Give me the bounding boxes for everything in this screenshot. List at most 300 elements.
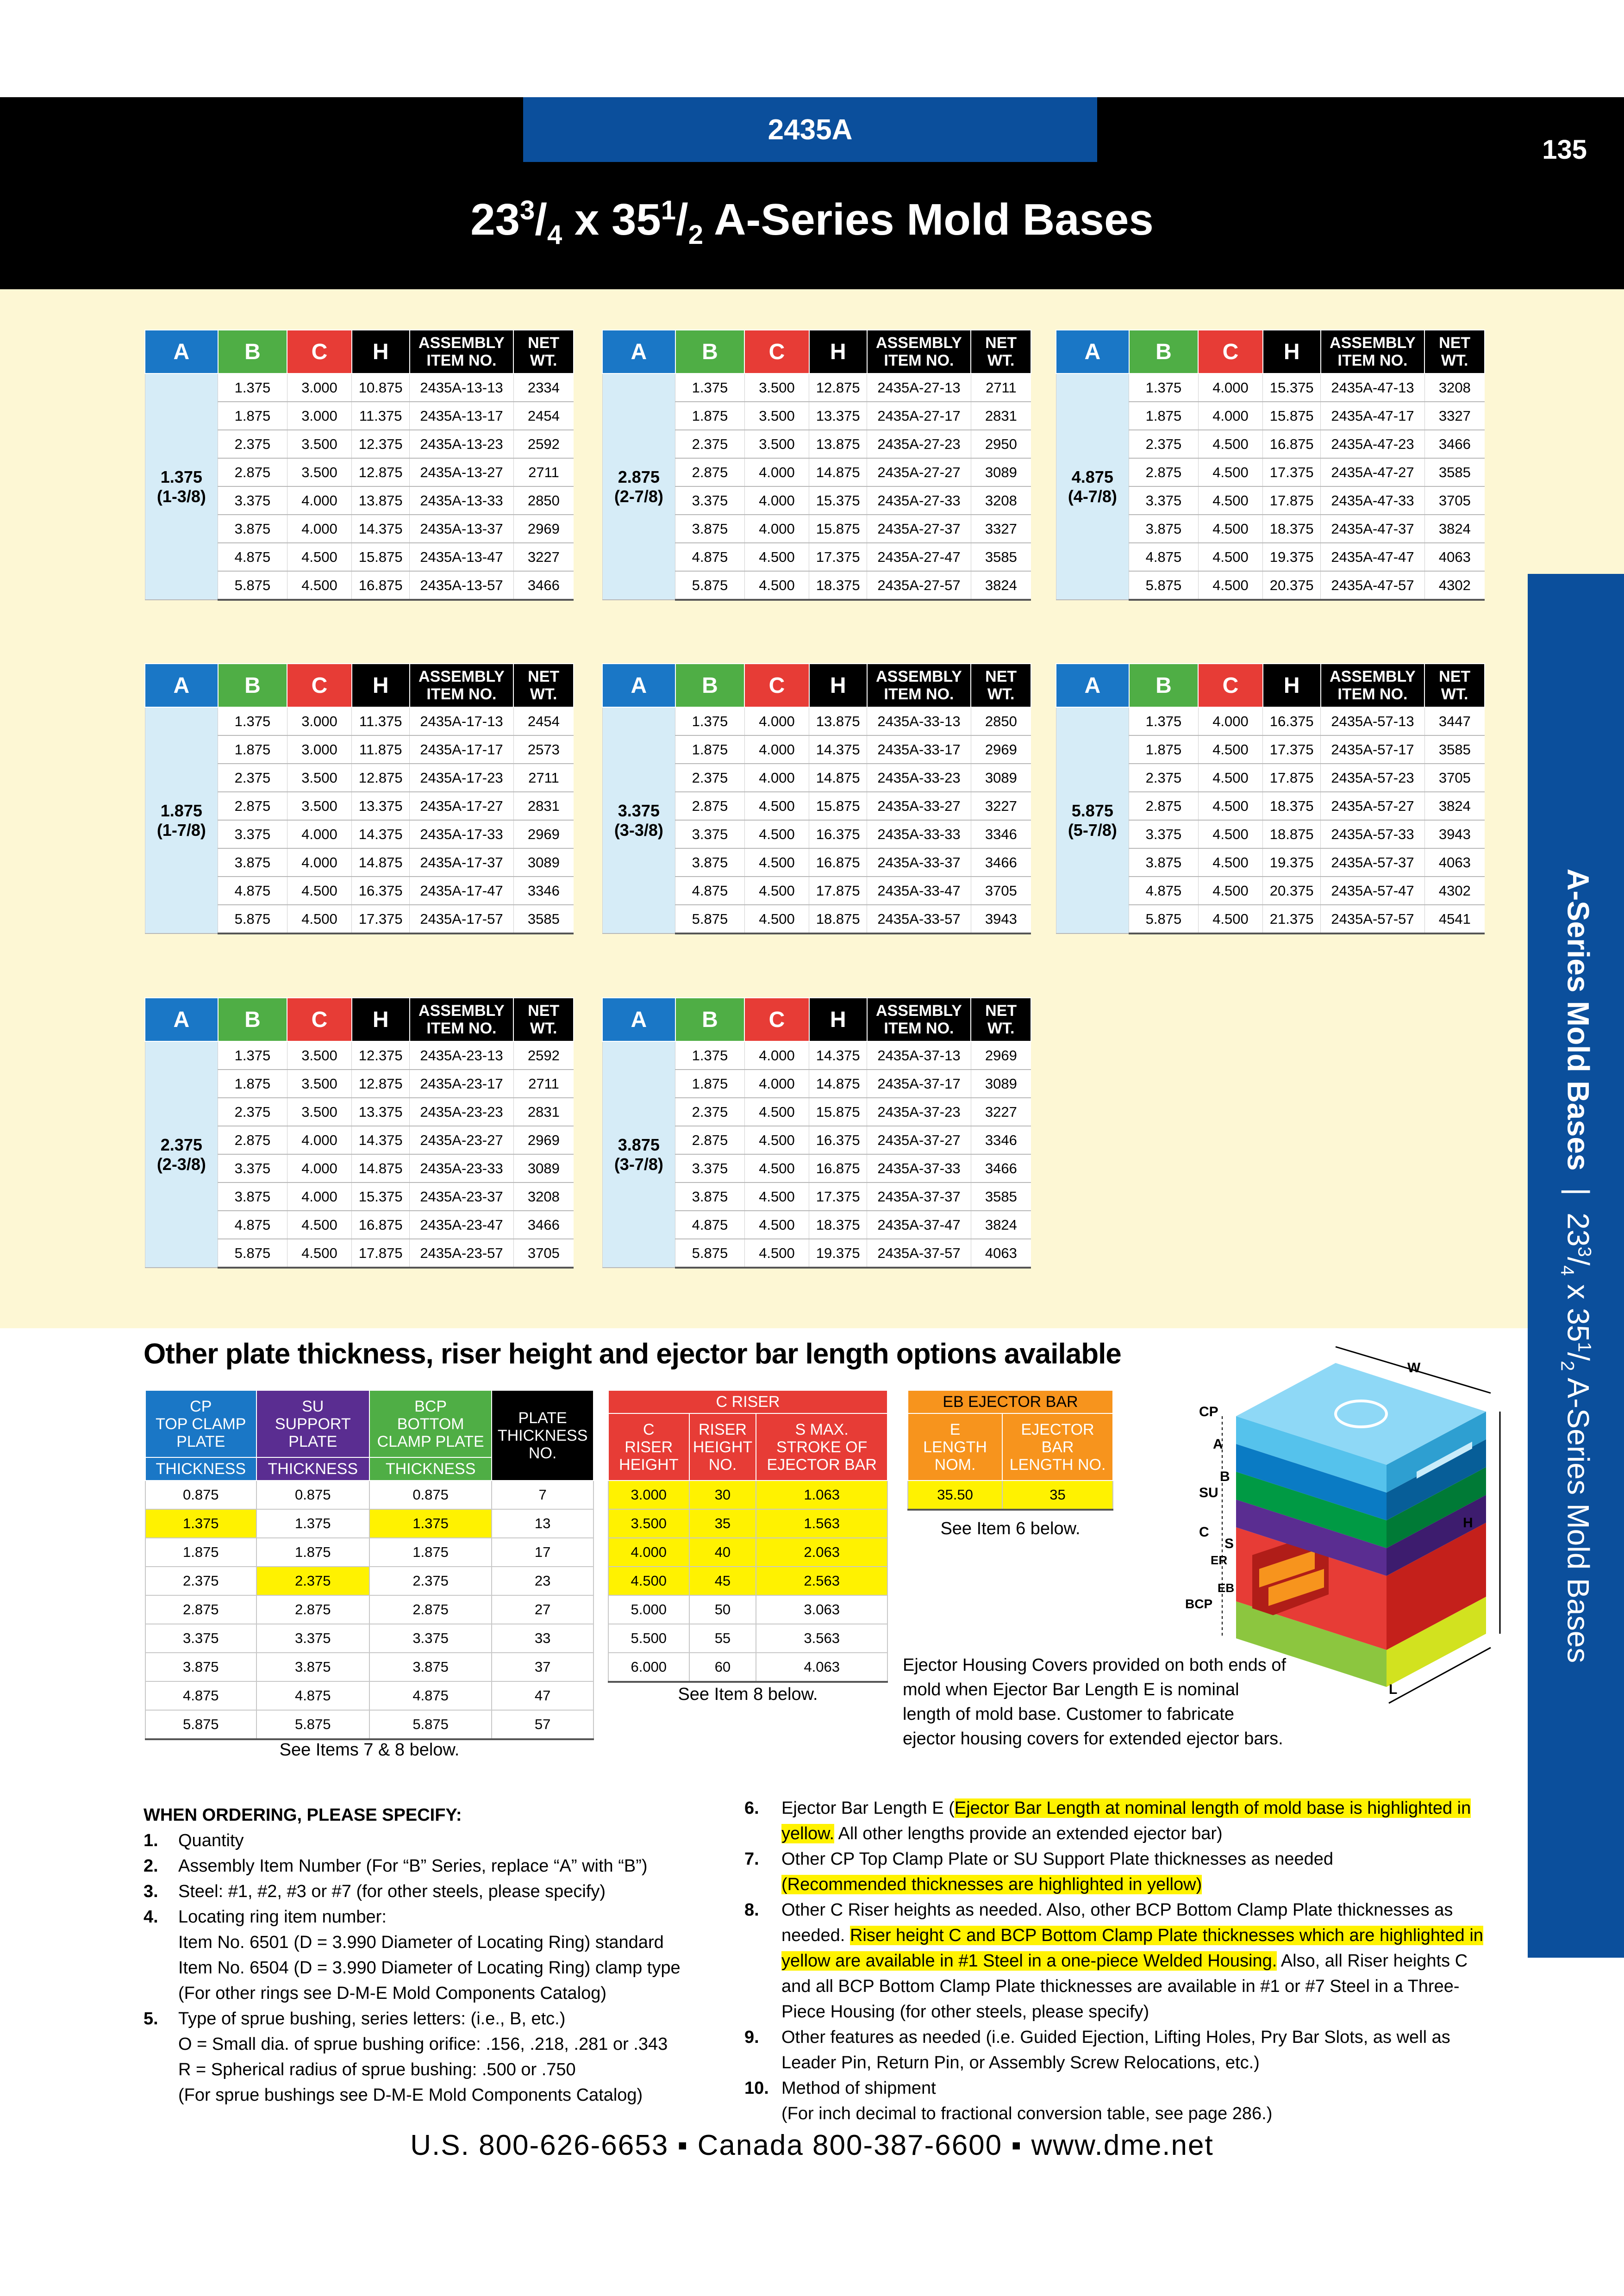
table-cell: 12.875 xyxy=(352,1070,410,1098)
a-plate-value: 4.875 (4-7/8) xyxy=(1056,373,1129,600)
ejector-note: See Item 6 below. xyxy=(940,1519,1081,1538)
a-plate-value: 5.875 (5-7/8) xyxy=(1056,707,1129,933)
table-row xyxy=(608,1567,887,1595)
table-row xyxy=(145,1681,593,1710)
table-cell: 2435A-13-27 xyxy=(410,458,514,486)
table-cell: 3.500 xyxy=(287,458,352,486)
table-cell: 2435A-17-57 xyxy=(410,905,514,933)
table-cell: 2831 xyxy=(513,1098,574,1126)
table-cell: 3.000 xyxy=(287,402,352,430)
weight-header: NET WT. xyxy=(971,998,1031,1041)
table-cell: 2592 xyxy=(513,430,574,458)
table-cell: 3.375 xyxy=(145,1624,256,1653)
table-cell: 3.375 xyxy=(256,1624,369,1653)
table-cell: 4.000 xyxy=(1198,402,1263,430)
a-plate-value: 1.875 (1-7/8) xyxy=(145,707,218,933)
table-cell: 3.375 xyxy=(218,820,287,848)
table-cell: 4.500 xyxy=(287,877,352,905)
table-cell: 2435A-17-33 xyxy=(410,820,514,848)
table-cell: 16.875 xyxy=(352,571,410,600)
table-cell: 57 xyxy=(492,1710,593,1739)
table-cell: 3089 xyxy=(513,1154,574,1182)
table-cell: 50 xyxy=(689,1595,756,1624)
table-cell: 2.375 xyxy=(675,1098,745,1126)
ordering-item: 1. Quantity xyxy=(144,1831,244,1850)
table-cell: 2435A-57-47 xyxy=(1321,877,1425,905)
ordering-title: WHEN ORDERING, PLEASE SPECIFY: xyxy=(144,1805,462,1825)
table-cell: 4.500 xyxy=(744,1154,809,1182)
column-header-b: B xyxy=(218,330,287,373)
column-header-c: C xyxy=(287,664,352,707)
table-cell: 4.500 xyxy=(744,877,809,905)
table-cell: 1.875 xyxy=(218,402,287,430)
a-plate-value: 1.375 (1-3/8) xyxy=(145,373,218,600)
table-cell: 2.875 xyxy=(218,458,287,486)
a-plate-value: 3.875 (3-7/8) xyxy=(602,1041,675,1268)
table-cell: 4.500 xyxy=(1198,848,1263,877)
table-cell: 3.500 xyxy=(287,430,352,458)
ordering-item: 5. Type of sprue bushing, series letters: (i.e., B, etc.) O = Small dia. of sprue bushing orifice: .156, .218, .281 or .343 R = Spherical radius of sprue bushing: .500 or .750 (For sprue bushings see D-M-E Mold Components Catalog) xyxy=(144,2009,668,2105)
table-cell: 17.375 xyxy=(352,905,410,933)
table-cell: 3.063 xyxy=(756,1595,887,1624)
column-header-h: H xyxy=(352,330,410,373)
mold-base-table xyxy=(1056,663,1485,934)
table-cell: 3.875 xyxy=(675,515,745,543)
table-cell: 2435A-23-23 xyxy=(410,1098,514,1126)
table-cell: 2435A-33-47 xyxy=(867,877,971,905)
table-cell: 2435A-47-57 xyxy=(1321,571,1425,600)
table-cell: 4.500 xyxy=(1198,515,1263,543)
table-cell: 40 xyxy=(689,1538,756,1567)
table-cell: 16.875 xyxy=(1263,430,1321,458)
table-cell: 2831 xyxy=(513,792,574,820)
table-cell: 4.875 xyxy=(675,1211,745,1239)
dim-a-label: A xyxy=(1213,1437,1223,1452)
table-cell: 2.375 xyxy=(218,430,287,458)
su-header: SU SUPPORT PLATE xyxy=(256,1390,369,1457)
table-cell: 3824 xyxy=(1424,515,1485,543)
table-cell: 13.875 xyxy=(809,430,867,458)
table-cell: 4.000 xyxy=(1198,373,1263,402)
table-row xyxy=(1056,373,1485,402)
table-cell: 4.000 xyxy=(287,820,352,848)
mold-base-table xyxy=(602,663,1031,934)
table-cell: 3.000 xyxy=(287,707,352,735)
table-cell: 4063 xyxy=(1424,848,1485,877)
table-cell: 4.000 xyxy=(287,486,352,515)
table-cell: 2969 xyxy=(971,1041,1031,1070)
dim-su-label: SU xyxy=(1199,1485,1218,1500)
column-header-a: A xyxy=(602,330,675,373)
table-cell: 3943 xyxy=(971,905,1031,933)
table-cell: 2435A-47-17 xyxy=(1321,402,1425,430)
ordering-items-right xyxy=(744,1796,1494,2127)
table-cell: 17.375 xyxy=(809,1182,867,1211)
table-cell: 18.875 xyxy=(1263,820,1321,848)
table-cell: 3.500 xyxy=(287,764,352,792)
table-cell: 14.875 xyxy=(809,764,867,792)
table-cell: 12.875 xyxy=(809,373,867,402)
table-cell: 4.000 xyxy=(287,1126,352,1154)
table-cell: 2435A-33-27 xyxy=(867,792,971,820)
table-cell: 2711 xyxy=(513,458,574,486)
table-cell: 35 xyxy=(689,1509,756,1538)
table-cell: 13.375 xyxy=(352,1098,410,1126)
table-cell: 2435A-23-13 xyxy=(410,1041,514,1070)
table-cell: 2334 xyxy=(513,373,574,402)
table-cell: 18.875 xyxy=(809,905,867,933)
item-header: ASSEMBLY ITEM NO. xyxy=(410,998,514,1041)
table-cell: 4.000 xyxy=(744,458,809,486)
table-cell: 2435A-27-23 xyxy=(867,430,971,458)
table-cell: 14.375 xyxy=(352,820,410,848)
table-cell: 4.500 xyxy=(1198,458,1263,486)
ordering-item: 3. Steel: #1, #2, #3 or #7 (for other steels, please specify) xyxy=(144,1882,606,1901)
riser-no-header: RISER HEIGHT NO. xyxy=(689,1413,756,1481)
table-cell: 3089 xyxy=(971,1070,1031,1098)
table-cell: 14.375 xyxy=(809,1041,867,1070)
dim-er-label: ER xyxy=(1211,1553,1228,1567)
table-cell: 4.000 xyxy=(287,1182,352,1211)
item-header: ASSEMBLY ITEM NO. xyxy=(1321,664,1425,707)
ejector-length-header: E LENGTH NOM. xyxy=(908,1413,1002,1481)
table-cell: 3327 xyxy=(971,515,1031,543)
table-cell: 4.063 xyxy=(756,1653,887,1682)
table-cell: 3.500 xyxy=(287,1041,352,1070)
table-cell: 3.375 xyxy=(675,486,745,515)
table-cell: 3.375 xyxy=(675,820,745,848)
mold-base-table xyxy=(602,997,1031,1269)
table-cell: 2.875 xyxy=(145,1595,256,1624)
table-cell: 13.375 xyxy=(809,402,867,430)
table-cell: 1.063 xyxy=(756,1481,887,1509)
table-cell: 2435A-57-37 xyxy=(1321,848,1425,877)
table-cell: 14.875 xyxy=(352,1154,410,1182)
table-cell: 5.000 xyxy=(608,1595,689,1624)
table-cell: 3585 xyxy=(1424,458,1485,486)
table-cell: 2435A-37-37 xyxy=(867,1182,971,1211)
column-header-h: H xyxy=(809,664,867,707)
table-row xyxy=(602,373,1031,402)
dim-cp-label: CP xyxy=(1199,1404,1218,1419)
column-header-b: B xyxy=(218,664,287,707)
cp-header: CP TOP CLAMP PLATE xyxy=(145,1390,256,1457)
table-cell: 3.375 xyxy=(218,1154,287,1182)
table-cell: 4.875 xyxy=(369,1681,492,1710)
table-cell: 15.875 xyxy=(1263,402,1321,430)
table-cell: 18.375 xyxy=(1263,792,1321,820)
table-cell: 2.375 xyxy=(675,430,745,458)
table-cell: 2435A-27-27 xyxy=(867,458,971,486)
table-cell: 4.000 xyxy=(744,486,809,515)
table-cell: 4.500 xyxy=(287,543,352,571)
table-cell: 4.500 xyxy=(1198,571,1263,600)
weight-header: NET WT. xyxy=(513,998,574,1041)
table-cell: 1.563 xyxy=(756,1509,887,1538)
table-cell: 1.875 xyxy=(145,1538,256,1567)
table-cell: 3208 xyxy=(513,1182,574,1211)
table-cell: 5.875 xyxy=(675,1239,745,1268)
table-cell: 2.375 xyxy=(369,1567,492,1595)
column-header-b: B xyxy=(1129,330,1199,373)
table-cell: 2711 xyxy=(513,1070,574,1098)
riser-height-header: C RISER HEIGHT xyxy=(608,1413,689,1481)
table-cell: 4.000 xyxy=(744,1070,809,1098)
riser-table xyxy=(608,1390,888,1683)
table-cell: 19.375 xyxy=(1263,848,1321,877)
contact-footer: U.S. 800-626-6653 ▪ Canada 800-387-6600 ▪ www.dme.net xyxy=(410,2129,1214,2161)
table-cell: 4.500 xyxy=(744,571,809,600)
table-cell: 2.063 xyxy=(756,1538,887,1567)
table-cell: 4.875 xyxy=(145,1681,256,1710)
page-number: 135 xyxy=(1542,135,1587,165)
table-cell: 2435A-23-57 xyxy=(410,1239,514,1268)
table-cell: 3.375 xyxy=(675,1154,745,1182)
dim-s-label: S xyxy=(1224,1536,1234,1551)
table-cell: 3327 xyxy=(1424,402,1485,430)
table-cell: 4.500 xyxy=(744,1182,809,1211)
table-cell: 2435A-17-37 xyxy=(410,848,514,877)
table-cell: 20.375 xyxy=(1263,877,1321,905)
table-cell: 6.000 xyxy=(608,1653,689,1682)
column-header-h: H xyxy=(1263,664,1321,707)
table-cell: 2435A-37-13 xyxy=(867,1041,971,1070)
table-cell: 16.875 xyxy=(809,1154,867,1182)
options-heading: Other plate thickness, riser height and ejector bar length options available xyxy=(144,1338,1121,1370)
table-cell: 2.875 xyxy=(675,1126,745,1154)
table-cell: 4.875 xyxy=(1129,543,1199,571)
table-cell: 4.500 xyxy=(608,1567,689,1595)
table-cell: 3.375 xyxy=(369,1624,492,1653)
table-cell: 2.563 xyxy=(756,1567,887,1595)
table-cell: 15.375 xyxy=(809,486,867,515)
table-row xyxy=(145,1567,593,1595)
table-cell: 4.875 xyxy=(218,543,287,571)
table-cell: 4.500 xyxy=(1198,905,1263,933)
page-title: $23^3/_4$ x $35^1/_2$ A-Series Mold Bases xyxy=(470,195,1154,250)
table-cell: 2435A-13-57 xyxy=(410,571,514,600)
dim-w-label: W xyxy=(1407,1360,1421,1375)
table-cell: 13.375 xyxy=(352,792,410,820)
plate-note: See Items 7 & 8 below. xyxy=(279,1740,460,1760)
table-cell: 11.875 xyxy=(352,735,410,764)
table-cell: 12.375 xyxy=(352,1041,410,1070)
table-cell: 3.875 xyxy=(1129,848,1199,877)
table-cell: 2454 xyxy=(513,707,574,735)
table-cell: 16.875 xyxy=(352,1211,410,1239)
table-cell: 2969 xyxy=(513,820,574,848)
table-cell: 4.500 xyxy=(287,571,352,600)
ejector-no-header: EJECTOR BAR LENGTH NO. xyxy=(1002,1413,1113,1481)
table-cell: 2435A-47-37 xyxy=(1321,515,1425,543)
table-cell: 23 xyxy=(492,1567,593,1595)
table-cell: 3585 xyxy=(971,543,1031,571)
table-cell: 14.875 xyxy=(809,458,867,486)
table-cell: 2435A-23-37 xyxy=(410,1182,514,1211)
table-cell: 5.875 xyxy=(675,571,745,600)
table-cell: 3466 xyxy=(513,1211,574,1239)
table-cell: 2.375 xyxy=(675,764,745,792)
table-cell: 2435A-47-27 xyxy=(1321,458,1425,486)
table-cell: 4.000 xyxy=(287,848,352,877)
mold-base-table xyxy=(602,330,1031,601)
table-cell: 11.375 xyxy=(352,707,410,735)
cp-thickness-header: THICKNESS xyxy=(145,1457,256,1481)
table-cell: 3.875 xyxy=(218,1182,287,1211)
table-cell: 3447 xyxy=(1424,707,1485,735)
column-header-h: H xyxy=(809,330,867,373)
table-cell: 17.875 xyxy=(809,877,867,905)
table-cell: 16.375 xyxy=(809,820,867,848)
table-cell: 2435A-13-37 xyxy=(410,515,514,543)
table-cell: 2.375 xyxy=(145,1567,256,1595)
mold-base-table xyxy=(144,997,574,1269)
weight-header: NET WT. xyxy=(1424,664,1485,707)
table-cell: 2969 xyxy=(513,1126,574,1154)
table-cell: 21.375 xyxy=(1263,905,1321,933)
table-cell: 1.875 xyxy=(675,1070,745,1098)
table-cell: 18.375 xyxy=(809,571,867,600)
table-cell: 2435A-17-17 xyxy=(410,735,514,764)
table-cell: 3585 xyxy=(513,905,574,933)
table-cell: 3585 xyxy=(1424,735,1485,764)
table-cell: 2435A-33-57 xyxy=(867,905,971,933)
table-cell: 15.875 xyxy=(809,1098,867,1126)
table-cell: 3.000 xyxy=(608,1481,689,1509)
table-row xyxy=(145,1041,574,1070)
table-cell: 17.875 xyxy=(1263,764,1321,792)
mold-base-table xyxy=(144,663,574,934)
table-cell: 1.875 xyxy=(256,1538,369,1567)
table-cell: 4.500 xyxy=(744,820,809,848)
table-cell: 2435A-27-33 xyxy=(867,486,971,515)
table-cell: 3.500 xyxy=(744,430,809,458)
column-header-a: A xyxy=(1056,330,1129,373)
table-cell: 3.000 xyxy=(287,373,352,402)
a-plate-value: 2.875 (2-7/8) xyxy=(602,373,675,600)
column-header-c: C xyxy=(744,998,809,1041)
table-cell: 3208 xyxy=(971,486,1031,515)
table-cell: 5.875 xyxy=(145,1710,256,1739)
table-cell: 3.875 xyxy=(218,848,287,877)
item-6: 6. Ejector Bar Length E (Ejector Bar Length at nominal length of mold base is highlighted in yellow. All other lengths provide an extended ejector bar) xyxy=(744,1798,1471,1843)
table-cell: 18.375 xyxy=(809,1211,867,1239)
column-header-b: B xyxy=(675,664,745,707)
table-cell: 3.875 xyxy=(145,1653,256,1681)
table-cell: 12.375 xyxy=(352,430,410,458)
table-cell: 2435A-47-47 xyxy=(1321,543,1425,571)
table-cell: 3.563 xyxy=(756,1624,887,1653)
table-cell: 2435A-23-17 xyxy=(410,1070,514,1098)
table-cell: 15.375 xyxy=(1263,373,1321,402)
column-header-h: H xyxy=(352,664,410,707)
table-cell: 2.875 xyxy=(369,1595,492,1624)
table-cell: 1.375 xyxy=(145,1509,256,1538)
table-cell: 55 xyxy=(689,1624,756,1653)
table-row xyxy=(145,1538,593,1567)
table-cell: 10.875 xyxy=(352,373,410,402)
table-cell: 4.500 xyxy=(744,543,809,571)
table-cell: 2435A-57-13 xyxy=(1321,707,1425,735)
table-cell: 4063 xyxy=(971,1239,1031,1268)
table-cell: 2435A-37-23 xyxy=(867,1098,971,1126)
item-header: ASSEMBLY ITEM NO. xyxy=(867,330,971,373)
table-cell: 14.375 xyxy=(809,735,867,764)
column-header-c: C xyxy=(287,330,352,373)
table-cell: 2454 xyxy=(513,402,574,430)
table-cell: 3.375 xyxy=(1129,820,1199,848)
table-cell: 1.375 xyxy=(675,373,745,402)
column-header-a: A xyxy=(1056,664,1129,707)
table-cell: 2435A-47-33 xyxy=(1321,486,1425,515)
ejector-title: EB EJECTOR BAR xyxy=(908,1390,1113,1413)
table-cell: 2435A-33-23 xyxy=(867,764,971,792)
table-cell: 16.875 xyxy=(809,848,867,877)
table-cell: 4.000 xyxy=(744,735,809,764)
table-cell: 4.000 xyxy=(608,1538,689,1567)
weight-header: NET WT. xyxy=(971,330,1031,373)
table-cell: 20.375 xyxy=(1263,571,1321,600)
table-cell: 0.875 xyxy=(369,1481,492,1509)
table-cell: 4.875 xyxy=(1129,877,1199,905)
table-cell: 16.375 xyxy=(1263,707,1321,735)
table-cell: 3.375 xyxy=(1129,486,1199,515)
table-cell: 2435A-37-47 xyxy=(867,1211,971,1239)
table-cell: 15.875 xyxy=(352,543,410,571)
table-cell: 17.375 xyxy=(1263,458,1321,486)
table-cell: 16.375 xyxy=(352,877,410,905)
table-cell: 2435A-57-27 xyxy=(1321,792,1425,820)
weight-header: NET WT. xyxy=(1424,330,1485,373)
table-cell: 4.000 xyxy=(744,1041,809,1070)
table-cell: 17.375 xyxy=(1263,735,1321,764)
table-cell: 2435A-33-13 xyxy=(867,707,971,735)
plate-thickness-table xyxy=(145,1390,594,1740)
item-8: 8. Other C Riser heights as needed. Also, other BCP Bottom Clamp Plate thicknesses as needed. Riser height C and BCP Bottom Clamp Plate thicknesses which are highlighted in yellow are available in #1 Steel in a one-piece Welded Housing. Also, all Riser heights C and all BCP Bottom Clamp Plate thicknesses are available in #1 or #7 Steel in a Three-Piece Housing (for other steels, please specify) xyxy=(744,1900,1483,2022)
table-cell: 5.875 xyxy=(675,905,745,933)
table-cell: 3.375 xyxy=(218,486,287,515)
table-cell: 1.375 xyxy=(218,373,287,402)
series-tag: 2435A xyxy=(523,97,1097,162)
table-cell: 2.375 xyxy=(218,764,287,792)
table-cell: 3227 xyxy=(971,1098,1031,1126)
dim-bcp-label: BCP xyxy=(1185,1597,1213,1611)
table-cell: 1.875 xyxy=(675,402,745,430)
column-header-c: C xyxy=(744,664,809,707)
table-cell: 14.875 xyxy=(809,1070,867,1098)
table-cell: 0.875 xyxy=(145,1481,256,1509)
table-cell: 3227 xyxy=(971,792,1031,820)
table-cell: 3.500 xyxy=(287,792,352,820)
column-header-h: H xyxy=(352,998,410,1041)
column-header-a: A xyxy=(602,998,675,1041)
table-cell: 4.500 xyxy=(744,792,809,820)
table-cell: 4.500 xyxy=(287,1239,352,1268)
table-cell: 2.875 xyxy=(1129,792,1199,820)
table-cell: 3466 xyxy=(1424,430,1485,458)
table-row xyxy=(1056,707,1485,735)
mold-base-table xyxy=(144,330,574,601)
table-cell: 3705 xyxy=(1424,486,1485,515)
table-cell: 1.375 xyxy=(1129,373,1199,402)
table-cell: 35.50 xyxy=(908,1481,1002,1510)
table-cell: 2435A-17-27 xyxy=(410,792,514,820)
table-cell: 14.375 xyxy=(352,1126,410,1154)
table-cell: 3.875 xyxy=(369,1653,492,1681)
a-plate-value: 2.375 (2-3/8) xyxy=(145,1041,218,1268)
weight-header: NET WT. xyxy=(971,664,1031,707)
table-cell: 4.500 xyxy=(1198,877,1263,905)
